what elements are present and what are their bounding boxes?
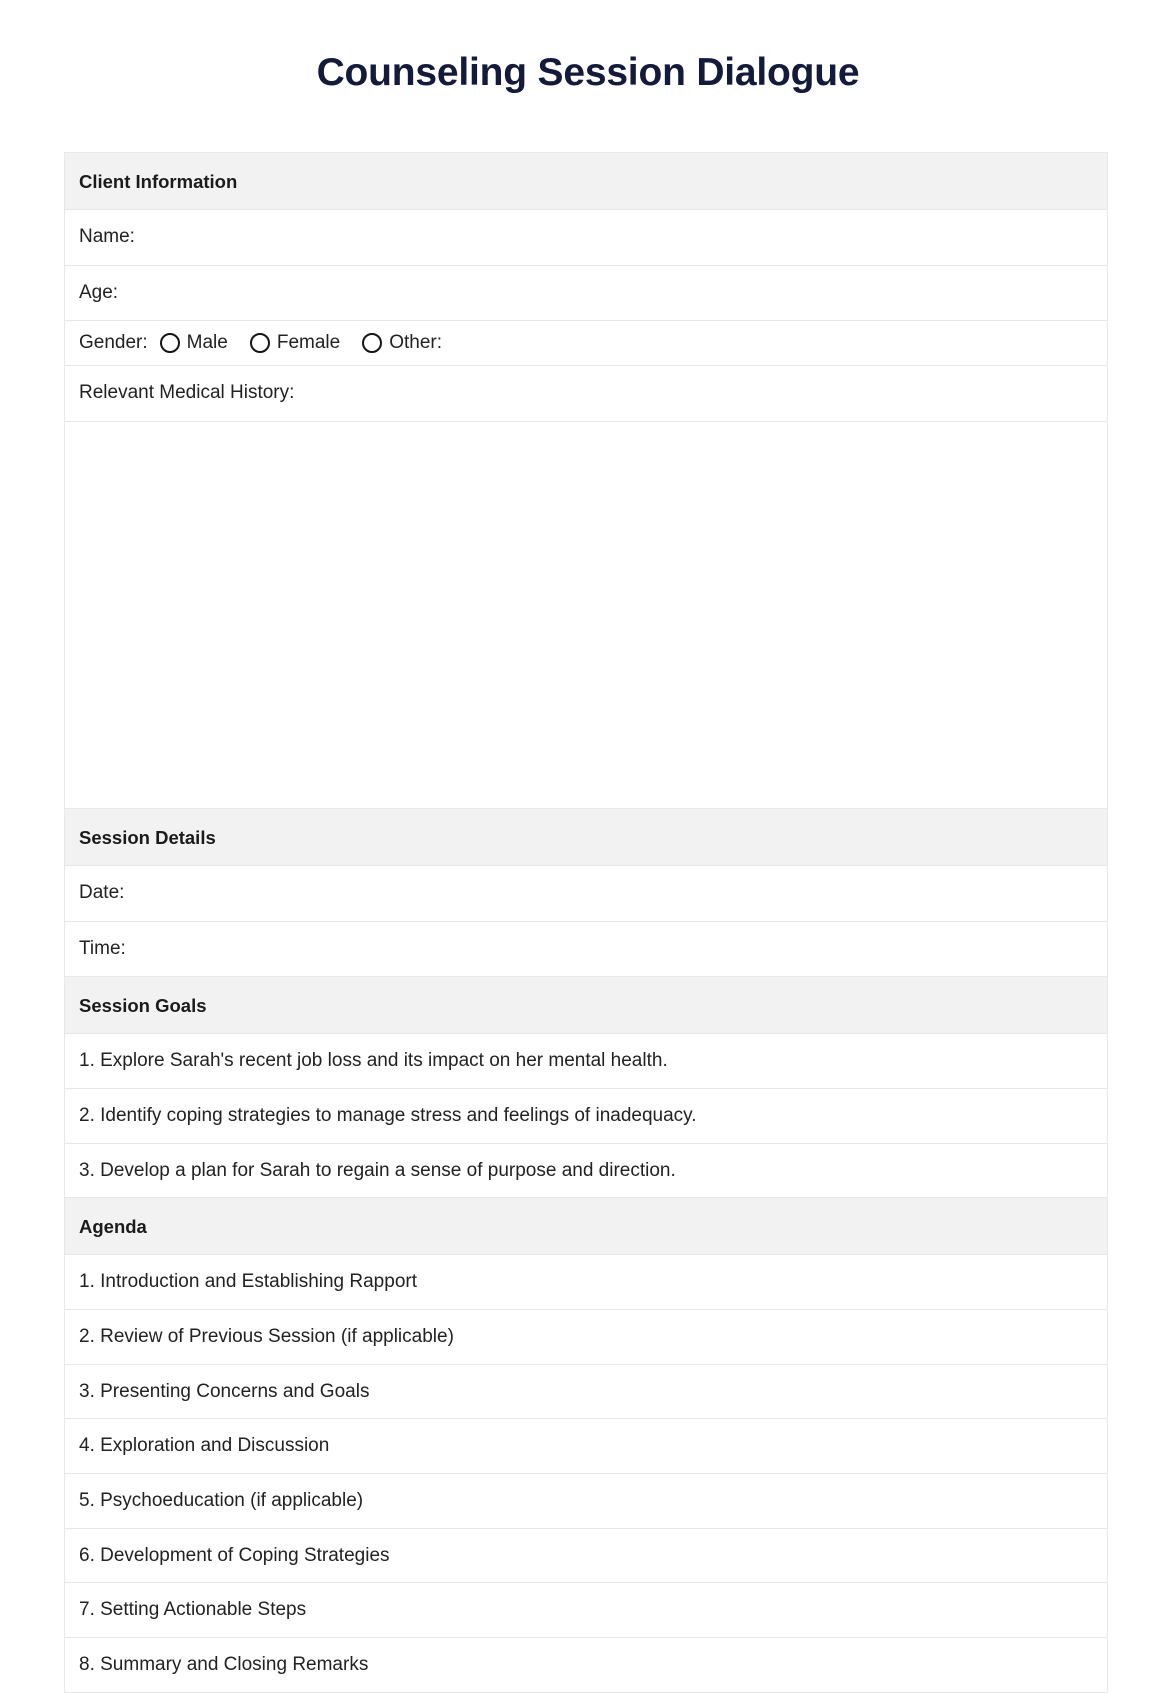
list-item: 7. Setting Actionable Steps: [79, 1599, 307, 1621]
table-row-medical-history-input: [65, 421, 1108, 808]
list-cell-agenda-4: [65, 1419, 1108, 1474]
list-item: 5. Psychoeducation (if applicable): [79, 1489, 364, 1511]
page-title: Counseling Session Dialogue: [316, 51, 860, 94]
counseling-form-container: [64, 152, 1108, 1693]
list-cell-agenda-8: [65, 1637, 1108, 1692]
section-title-agenda: Agenda: [79, 1216, 147, 1238]
list-cell-goal-1: [65, 1034, 1108, 1089]
list-cell-agenda-2: [65, 1310, 1108, 1365]
radio-circle-icon[interactable]: [362, 333, 382, 353]
radio-label-other: Other:: [389, 332, 443, 354]
list-item: 3. Presenting Concerns and Goals: [79, 1380, 370, 1402]
field-label-medical-history: Relevant Medical History:: [79, 382, 295, 404]
list-cell-agenda-6: [65, 1528, 1108, 1583]
section-header-client-information: [65, 152, 1108, 209]
field-label-age: Age:: [79, 281, 119, 303]
table-row: [65, 1528, 1108, 1583]
list-cell-agenda-3: [65, 1364, 1108, 1419]
radio-option-male[interactable]: [160, 332, 228, 354]
counseling-session-form-table: [64, 152, 1108, 1693]
table-row: [65, 1255, 1108, 1310]
medical-history-text-area[interactable]: [65, 422, 1107, 808]
list-cell-agenda-1: [65, 1255, 1108, 1310]
radio-option-other[interactable]: [362, 332, 442, 354]
list-cell-agenda-7: [65, 1583, 1108, 1638]
list-item: 1. Introduction and Establishing Rapport: [79, 1271, 417, 1293]
table-row-gender: [65, 321, 1108, 366]
list-cell-agenda-5: [65, 1473, 1108, 1528]
radio-circle-icon[interactable]: [250, 333, 270, 353]
field-cell-medical-history-input[interactable]: [65, 421, 1108, 808]
field-cell-date[interactable]: [65, 865, 1108, 921]
list-item: 1. Explore Sarah's recent job loss and its impact on her mental health.: [79, 1050, 668, 1072]
list-cell-goal-3: [65, 1143, 1108, 1198]
field-cell-time[interactable]: [65, 921, 1108, 977]
radio-label-male: Male: [186, 332, 228, 354]
list-item: 8. Summary and Closing Remarks: [79, 1653, 369, 1675]
list-item: 3. Develop a plan for Sarah to regain a sense of purpose and direction.: [79, 1159, 676, 1181]
table-row: [65, 1310, 1108, 1365]
list-item: 2. Identify coping strategies to manage stress and feelings of inadequacy.: [79, 1105, 697, 1127]
section-title-session-goals: Session Goals: [79, 995, 207, 1017]
table-row: [65, 1637, 1108, 1692]
field-label-gender: Gender:: [79, 332, 148, 354]
list-cell-goal-2: [65, 1089, 1108, 1144]
field-cell-age[interactable]: [65, 265, 1108, 321]
field-label-date: Date:: [79, 881, 125, 903]
table-row-name: [65, 209, 1108, 265]
section-header-cell: [65, 152, 1108, 209]
section-title-client-information: Client Information: [79, 170, 238, 192]
table-row: [65, 1419, 1108, 1474]
section-header-session-goals: [65, 977, 1108, 1034]
field-cell-medical-history-label: [65, 366, 1108, 422]
radio-circle-icon[interactable]: [160, 333, 180, 353]
list-item: 6. Development of Coping Strategies: [79, 1544, 390, 1566]
table-row-medical-history-label: [65, 366, 1108, 422]
table-row: [65, 1143, 1108, 1198]
table-row-age: [65, 265, 1108, 321]
field-cell-gender: [65, 321, 1108, 366]
field-label-time: Time:: [79, 937, 126, 959]
field-cell-name[interactable]: [65, 209, 1108, 265]
section-header-cell: [65, 808, 1108, 865]
table-row: [65, 1473, 1108, 1528]
field-label-name: Name:: [79, 225, 135, 247]
gender-field-group: [65, 321, 1107, 365]
section-header-cell: [65, 1198, 1108, 1255]
table-row-date: [65, 865, 1108, 921]
section-header-cell: [65, 977, 1108, 1034]
table-row: [65, 1583, 1108, 1638]
table-row: [65, 1089, 1108, 1144]
table-row: [65, 1034, 1108, 1089]
section-header-session-details: [65, 808, 1108, 865]
section-header-agenda: [65, 1198, 1108, 1255]
table-row: [65, 1364, 1108, 1419]
radio-label-female: Female: [276, 332, 341, 354]
table-row-time: [65, 921, 1108, 977]
radio-option-female[interactable]: [250, 332, 340, 354]
list-item: 4. Exploration and Discussion: [79, 1435, 330, 1457]
section-title-session-details: Session Details: [79, 826, 216, 848]
list-item: 2. Review of Previous Session (if applicable): [79, 1326, 454, 1348]
